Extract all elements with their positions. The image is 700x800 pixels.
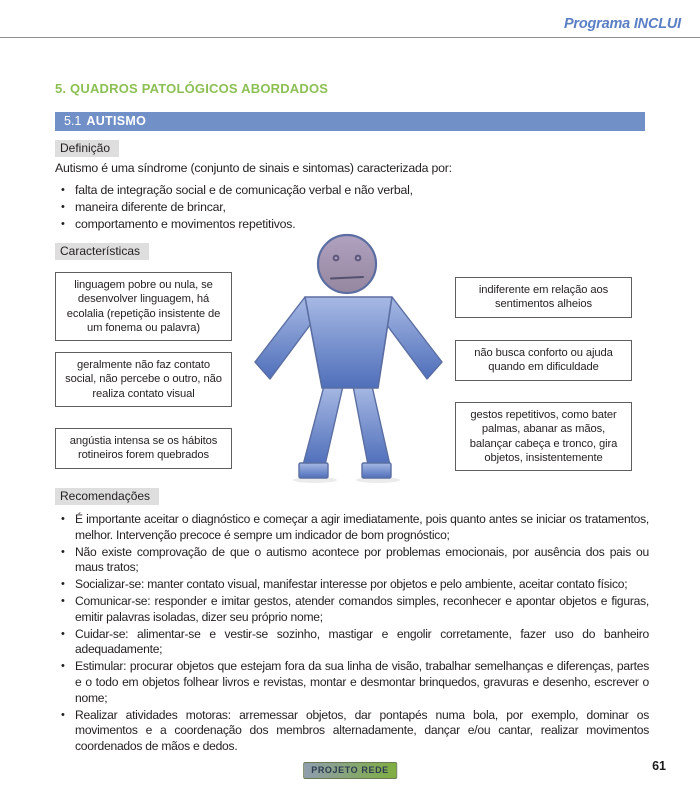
callout-indifference: indiferente em relação aos sentimentos alheios [455,277,632,318]
header-divider [0,37,700,38]
list-item: • comportamento e movimentos repetitivos. [55,216,647,233]
definition-intro: Autismo é uma síndrome (conjunto de sinais e sintomas) caracterizada por: [55,161,452,175]
list-item: • Comunicar-se: responder e imitar gestos, atender comandos simples, reconhecer e apontar objetos e figuras, emitir palavras isoladas, dizer seu próprio nome; [55,594,649,626]
right-eye-highlight [357,257,360,260]
head [318,235,376,293]
callout-repetitive-gestures: gestos repetitivos, como bater palmas, abanar as mãos, balançar cabeça e tronco, gira objetos, insistentemente [455,402,632,471]
program-title: Programa INCLUI [563,16,681,32]
callout-language: linguagem pobre ou nula, se desenvolver linguagem, há ecolalia (repetição insistente de um fonema ou palavra) [55,272,232,341]
list-item: • falta de integração social e de comunicação verbal e não verbal, [55,182,647,199]
page-number: 61 [652,759,666,773]
list-item: • Realizar atividades motoras: arremessar objetos, dar pontapés numa bola, por exemplo, dominar os movimentos e a coordenação dos membros alternadamente, dançar e/ou cantar, realizar movimentos coordenados de mãos e dedos. [55,708,649,755]
list-item: • Socializar-se: manter contato visual, manifestar interesse por objetos e pelo ambiente, aceitar contato físico; [55,577,649,593]
subsection-title: AUTISMO [86,114,147,128]
recommendations-label: Recomendações [55,488,159,505]
definition-label: Definição [55,140,119,157]
subsection-number: 5.1 [64,114,82,128]
left-eye-highlight [335,257,338,260]
callout-no-comfort: não busca conforto ou ajuda quando em dificuldade [455,340,632,381]
list-item: • É importante aceitar o diagnóstico e começar a agir imediatamente, pois quanto antes se iniciar os tratamentos, melhor. Intervenção precoce é sempre um indicador de bom prognóstico; [55,512,649,544]
person-figure [243,226,457,484]
projeto-rede-badge: PROJETO REDE [303,762,397,779]
list-item: • Não existe comprovação de que o autismo acontece por problemas emocionais, por ausência dos pais ou maus tratos; [55,545,649,577]
left-leg [303,386,343,465]
recommendations-list [55,512,649,755]
left-foot [299,463,328,478]
torso [305,297,392,388]
definition-section [55,139,647,233]
list-item: • maneira diferente de brincar, [55,199,647,216]
section-heading: 5. QUADROS PATOLÓGICOS ABORDADOS [55,81,329,96]
recommendations-section [55,487,649,756]
list-item: • Cuidar-se: alimentar-se e vestir-se sozinho, mastigar e engolir corretamente, fazer uso do banheiro adequadamente; [55,627,649,659]
list-item: • Estimular: procurar objetos que estejam fora da sua linha de visão, trabalhar semelhanças e diferenças, partes e o todo em objetos folhear livros e revistas, montar e desmontar brinquedos, gravuras e desenho, escrever o nome; [55,659,649,706]
characteristics-label: Características [55,243,149,260]
callout-social-contact: geralmente não faz contato social, não percebe o outro, não realiza contato visual [55,352,232,407]
subsection-bar [55,112,645,131]
callout-anguish: angústia intensa se os hábitos rotineiros forem quebrados [55,428,232,469]
right-foot [362,463,391,478]
right-leg [353,386,390,465]
